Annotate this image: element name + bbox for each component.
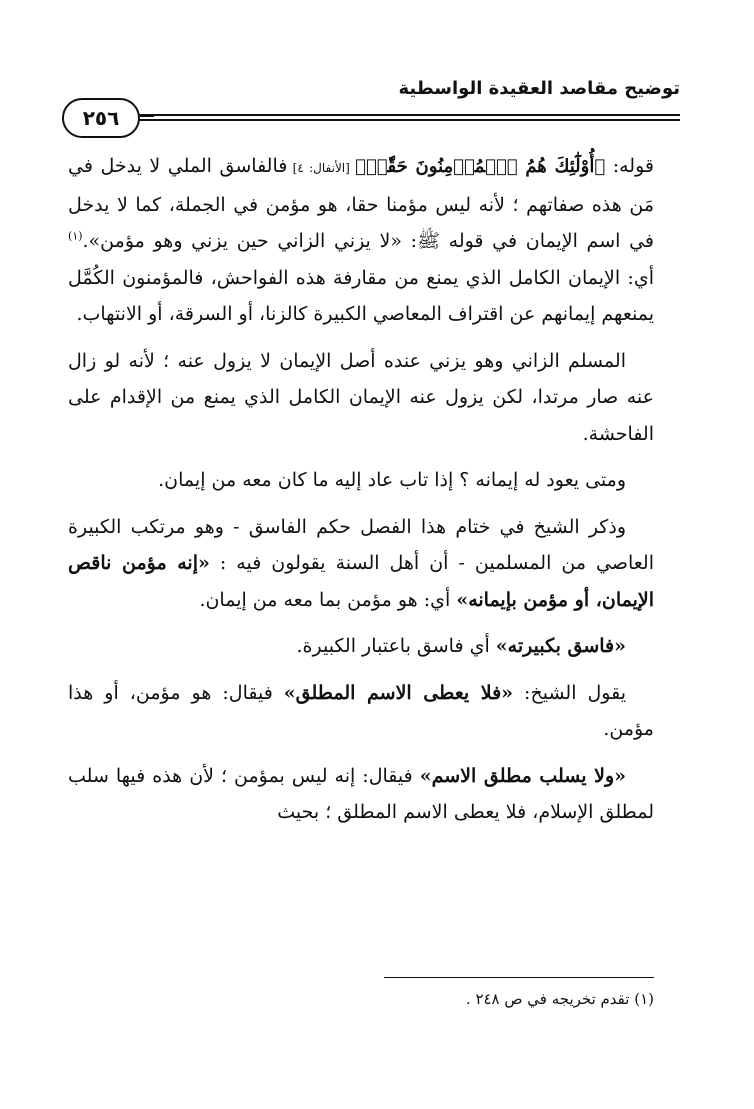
header-rule-upper — [110, 114, 680, 116]
page-header — [62, 70, 680, 130]
quoted-phrase: «فاسق بكبيرته» — [495, 635, 626, 657]
paragraph-6 — [68, 675, 654, 748]
page-number: ٢٥٦ — [62, 98, 140, 138]
body-text — [68, 148, 654, 841]
footnote-marker: (١) — [68, 229, 83, 243]
footnote: (١) تقدم تخريجه في ص ٢٤٨ . — [465, 990, 654, 1008]
footnote-separator — [384, 977, 654, 978]
quoted-phrase: «فلا يعطى الاسم المطلق» — [283, 681, 514, 704]
header-rule-lower — [110, 119, 680, 121]
paragraph-5-text: أي فاسق باعتبار الكبيرة. — [296, 635, 496, 657]
paragraph-1-continuation: أي: الإيمان الكامل الذي يمنع من مقارفة هذه الفواحش، فالمؤمنون الكُمَّل يمنعهم إيمانهم عن اقتراف المعاصي الكبيرة كالزنا، أو السرقة، أو الانتهاب. — [68, 266, 654, 325]
paragraph-6-text: فيقال: هو مؤمن، أو هذا مؤمن. — [68, 681, 654, 740]
paragraph-1-lead: قوله: — [605, 155, 654, 177]
paragraph-6-lead: يقول الشيخ: — [513, 681, 626, 704]
quoted-phrase: «ولا يسلب مطلق الاسم» — [419, 764, 626, 787]
paragraph-4-lead: وذكر الشيخ في ختام هذا الفصل حكم الفاسق - وهو مرتكب الكبيرة العاصي من المسلمين - أن أهل السنة يقولون فيه : — [68, 515, 654, 574]
paragraph-4 — [68, 509, 654, 619]
header-rules — [110, 114, 680, 122]
paragraph-5 — [68, 628, 654, 665]
paragraph-4-text: أي: هو مؤمن بما معه من إيمان. — [199, 588, 457, 611]
paragraph-7-text: فيقال: إنه ليس بمؤمن ؛ لأن هذه فيها سلب لمطلق الإسلام، فلا يعطى الاسم المطلق ؛ بحيث — [68, 764, 654, 823]
verse-reference: [الأنفال: ٤] — [287, 161, 356, 175]
running-title: توضيح مقاصد العقيدة الواسطية — [398, 78, 680, 99]
paragraph-7 — [68, 758, 654, 831]
paragraph-1 — [68, 148, 654, 333]
paragraph-2: المسلم الزاني وهو يزني عنده أصل الإيمان لا يزول عنه ؛ لأنه لو زال عنه صار مرتدا، لكن يزول عنه الإيمان الكامل الذي يمنع من الإقدام على الفاحشة. — [68, 349, 654, 445]
paragraph-3: ومتى يعود له إيمانه ؟ إذا تاب عاد إليه ما كان معه من إيمان. — [158, 469, 626, 491]
quoted-phrase: «إنه مؤمن ناقص الإيمان، أو مؤمن بإيمانه» — [68, 552, 654, 611]
quran-verse: ﴿أُوْلَٰٓئِكَ هُمُ ٱلۡمُؤۡمِنُونَ حَقّٗاۚ﴾ — [355, 156, 606, 177]
paragraph-1-text: فالفاسق الملي لا يدخل في مَن هذه صفاتهم ؛ لأنه ليس مؤمنا حقا، هو مؤمن في الجملة، كما لا يدخل في اسم الإيمان في قوله ﷺ: «لا يزني الزاني حين يزني وهو مؤمن». — [68, 155, 654, 252]
page-number-tail — [140, 115, 154, 117]
